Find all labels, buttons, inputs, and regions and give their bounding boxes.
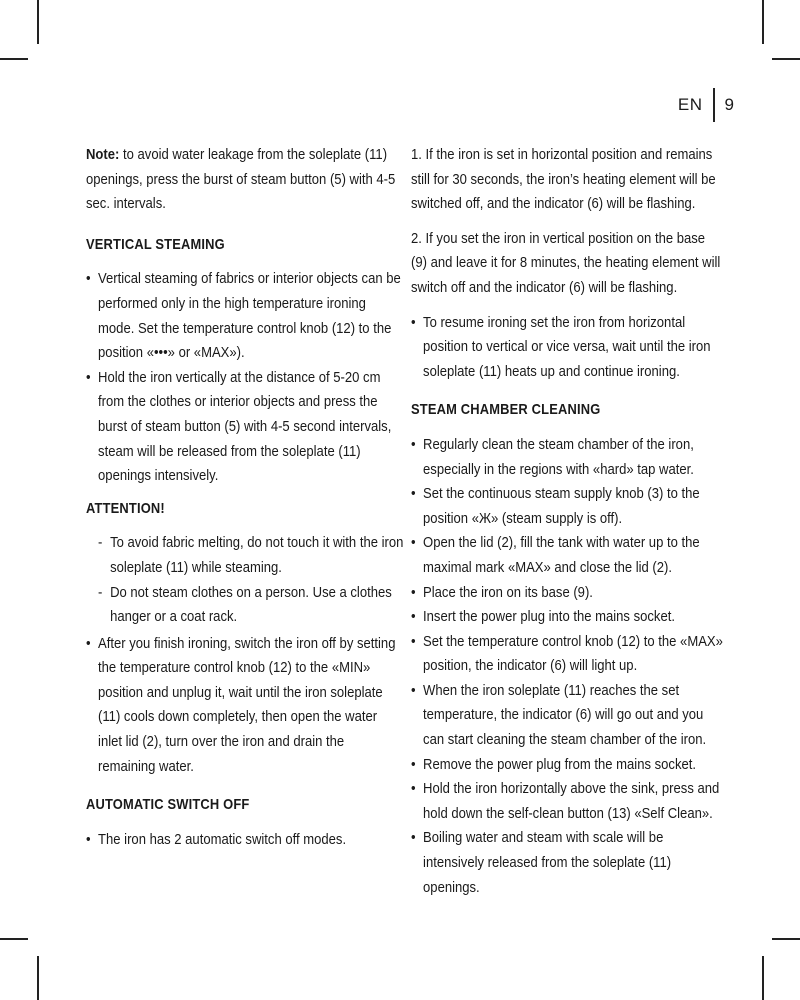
note-text: to avoid water leakage from the soleplate (11) openings, press the burst of steam button (5) with 4-5 sec. intervals. <box>86 146 396 213</box>
right-column <box>411 143 723 908</box>
automatic-switch-off-list <box>86 828 404 853</box>
switch-off-mode-1: 1. If the iron is set in horizontal position and remains still for 30 seconds, the iron’s heating element will be switched off, and the indicator (6) will be flashing. <box>411 146 716 213</box>
list-item: • When the iron soleplate (11) reaches the set temperature, the indicator (6) will go out and you can start cleaning the steam chamber of the iron. <box>411 679 723 753</box>
crop-mark-bottom-right-vertical <box>762 956 764 1000</box>
page-header <box>678 88 734 122</box>
crop-mark-top-left-vertical <box>37 0 39 44</box>
list-item: • Insert the power plug into the mains socket. <box>411 605 723 630</box>
attention-heading: ATTENTION! <box>86 499 165 517</box>
list-item: • Vertical steaming of fabrics or interior objects can be performed only in the high temperature ironing mode. Set the temperature control knob (12) to the position «•••» or «MAX»). <box>86 267 404 365</box>
crop-mark-top-left-horizontal <box>0 58 28 60</box>
list-item: • After you finish ironing, switch the iron off by setting the temperature control knob (12) to the «MIN» position and unplug it, wait until the iron soleplate (11) cools down completely, then open the water inlet lid (2), turn over the iron and drain the remaining water. <box>86 632 404 780</box>
page-number: 9 <box>724 95 734 114</box>
list-item: • The iron has 2 automatic switch off modes. <box>86 828 404 853</box>
crop-mark-top-right-vertical <box>762 0 764 44</box>
list-item: • Hold the iron vertically at the distance of 5-20 cm from the clothes or interior objects and press the burst of steam button (5) with 4-5 second intervals, steam will be released from the soleplate (11) openings intensively. <box>86 366 404 489</box>
vertical-steaming-heading: VERTICAL STEAMING <box>86 235 225 253</box>
list-item: • To resume ironing set the iron from horizontal position to vertical or vice versa, wait until the iron soleplate (11) heats up and continue ironing. <box>411 311 723 385</box>
crop-mark-bottom-left-horizontal <box>0 938 28 940</box>
list-item: • Boiling water and steam with scale will be intensively released from the soleplate (11) openings. <box>411 826 723 900</box>
note-label: Note: <box>86 146 120 163</box>
crop-mark-bottom-right-horizontal <box>772 938 800 940</box>
after-ironing-list <box>86 632 404 780</box>
vertical-steaming-list <box>86 267 404 488</box>
crop-mark-bottom-left-vertical <box>37 956 39 1000</box>
steam-chamber-cleaning-list <box>411 433 723 900</box>
list-item: - To avoid fabric melting, do not touch it with the iron soleplate (11) while steaming. <box>98 531 404 580</box>
crop-mark-top-right-horizontal <box>772 58 800 60</box>
switch-off-mode-2: 2. If you set the iron in vertical position on the base (9) and leave it for 8 minutes, the heating element will switch off and the indicator (6) will be flashing. <box>411 229 721 296</box>
list-item: • Set the continuous steam supply knob (3) to the position «Ж» (steam supply is off). <box>411 482 723 531</box>
steam-chamber-cleaning-heading: STEAM CHAMBER CLEANING <box>411 401 601 419</box>
automatic-switch-off-heading: AUTOMATIC SWITCH OFF <box>86 796 250 814</box>
language-code: EN <box>677 95 703 114</box>
list-item: • Place the iron on its base (9). <box>411 581 723 606</box>
list-item: • Regularly clean the steam chamber of the iron, especially in the regions with «hard» tap water. <box>411 433 723 482</box>
list-item: • Remove the power plug from the mains socket. <box>411 753 723 778</box>
attention-list <box>86 531 404 629</box>
resume-ironing-list <box>411 311 723 385</box>
list-item: • Set the temperature control knob (12) to the «MAX» position, the indicator (6) will light up. <box>411 630 723 679</box>
header-divider <box>713 88 715 122</box>
left-column <box>86 143 404 860</box>
list-item: • Open the lid (2), fill the tank with water up to the maximal mark «MAX» and close the lid (2). <box>411 531 723 580</box>
note-paragraph <box>86 143 404 217</box>
list-item: - Do not steam clothes on a person. Use a clothes hanger or a coat rack. <box>98 581 404 630</box>
list-item: • Hold the iron horizontally above the sink, press and hold down the self-clean button (13) «Self Clean». <box>411 777 723 826</box>
